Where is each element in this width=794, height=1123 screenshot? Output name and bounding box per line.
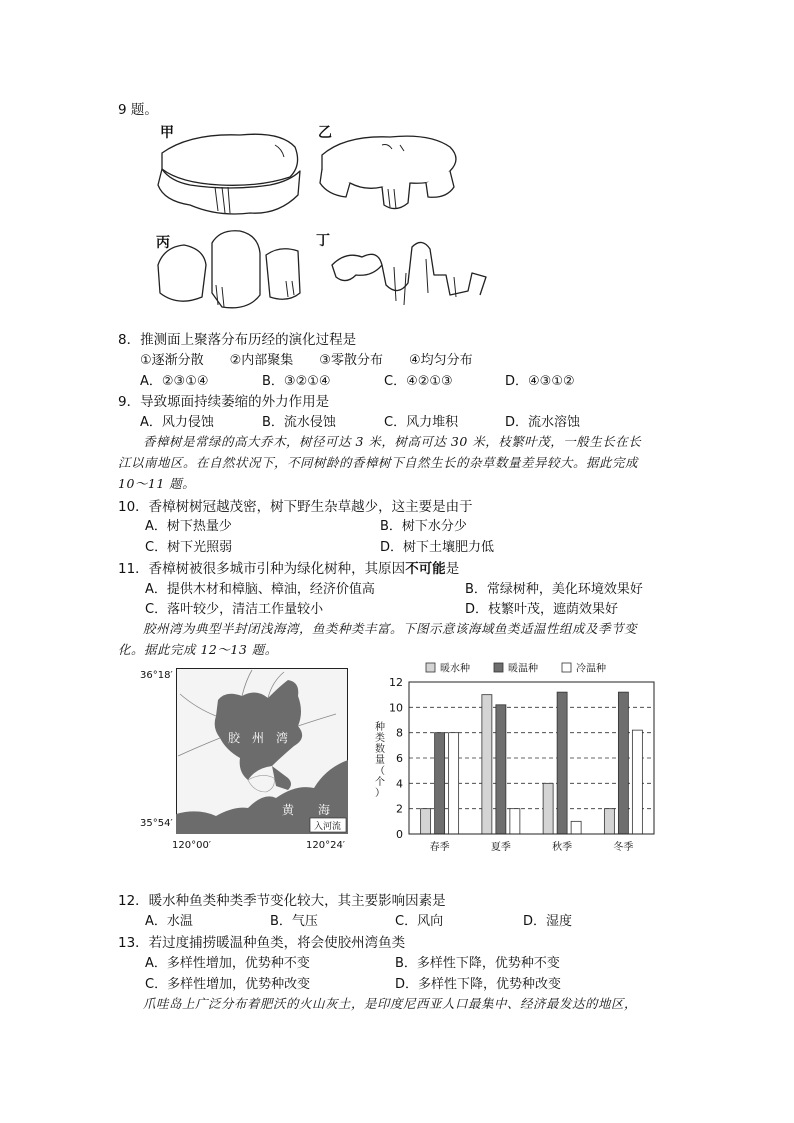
q11-option-c: C．落叶较少，清洁工作量较小	[145, 602, 324, 617]
q10-stem: 10．香樟树树冠越茂密，树下野生杂草越少，这主要是由于	[118, 499, 473, 515]
passage-jiaozhou-line1: 胶州湾为典型半封闭浅海湾，鱼类种类丰富。下图示意该海域鱼类适温性组成及季节变	[143, 621, 638, 636]
bar	[557, 692, 567, 834]
q9-option-d: D．流水溶蚀	[505, 415, 581, 430]
y-axis-title-char: 数	[375, 744, 385, 755]
sketch-label-jia: 甲	[160, 125, 174, 141]
q8-stem: 8．推测面上聚落分布历经的演化过程是	[118, 332, 357, 348]
legend-label: 暖温种	[508, 663, 538, 675]
chart-legend	[426, 662, 606, 675]
map-lon-right: 120°24′	[306, 840, 346, 851]
q11-stem	[118, 557, 459, 577]
x-tick-label: 冬季	[613, 842, 634, 853]
q12-option-a: A．水温	[145, 914, 193, 929]
q8-option-c: C．④②①③	[384, 374, 453, 389]
legend-swatch	[494, 663, 503, 672]
y-axis-title-char: 类	[375, 733, 385, 744]
q13-option-b: B．多样性下降，优势种不变	[395, 956, 560, 971]
fish-species-chart	[364, 656, 664, 856]
q9-stem: 9．导致塬面持续萎缩的外力作用是	[118, 394, 330, 410]
bar	[632, 730, 642, 834]
y-tick-label: 4	[396, 777, 403, 791]
bar	[482, 695, 492, 834]
q8-option-a: A．②③①④	[140, 374, 209, 389]
q11-stem-suffix: 是	[445, 561, 460, 577]
sketch-jia	[158, 134, 300, 214]
map-lat-top: 36°18′	[140, 670, 173, 681]
map-legend-river: 入河流	[314, 822, 342, 832]
x-tick-label: 秋季	[552, 842, 573, 853]
q8-option-b: B．③②①④	[262, 374, 331, 389]
q13-option-a: A．多样性增加，优势种不变	[145, 956, 310, 971]
q10-option-a: A．树下热量少	[145, 519, 232, 534]
chart-grid	[409, 707, 654, 808]
map-frame	[176, 668, 348, 834]
q10-option-d: D．树下土壤肥力低	[380, 540, 495, 555]
y-axis-title-char: （	[375, 766, 385, 777]
map-lon-left: 120°00′	[172, 840, 212, 851]
sketch-yi	[320, 136, 456, 209]
q12-option-b: B．气压	[270, 914, 318, 929]
q9-option-a: A．风力侵蚀	[140, 415, 214, 430]
bar	[496, 705, 506, 834]
map-bay-label: 胶 州 湾	[228, 731, 289, 745]
bar	[604, 809, 614, 834]
bar	[571, 821, 581, 834]
passage-camphor-line2: 江以南地区。在自然状况下，不同树龄的香樟树下自然生长的杂草数量差异较大。据此完成	[118, 455, 639, 470]
y-tick-label: 0	[396, 828, 403, 841]
y-tick-label: 2	[396, 802, 403, 816]
bar	[421, 809, 431, 834]
bar	[449, 733, 459, 834]
q12-option-d: D．湿度	[523, 914, 573, 929]
sketch-ding	[332, 242, 486, 305]
y-tick-label: 10	[389, 701, 403, 715]
sketch-bing	[158, 231, 300, 308]
y-axis-title-char: ）	[375, 788, 385, 799]
q11-stem-emphasis: 不可能	[405, 561, 446, 577]
q9-option-c: C．风力堆积	[384, 415, 459, 430]
chart-y-axis-title	[375, 720, 385, 799]
sketch-label-yi: 乙	[318, 125, 332, 141]
legend-swatch	[562, 663, 571, 672]
y-axis-title-char: 量	[375, 755, 385, 766]
q11-option-a: A．提供木材和樟脑、樟油，经济价值高	[145, 582, 375, 597]
bar	[435, 733, 445, 834]
question-reference: 9 题。	[118, 102, 158, 118]
bar	[618, 692, 628, 834]
bar	[510, 809, 520, 834]
y-tick-label: 12	[389, 676, 403, 689]
chart-bars	[421, 692, 643, 834]
q8-option-d: D．④③①②	[505, 374, 575, 389]
q13-stem: 13．若过度捕捞暖温种鱼类，将会使胶州湾鱼类	[118, 935, 406, 951]
q10-option-c: C．树下光照弱	[145, 540, 233, 555]
q10-option-b: B．树下水分少	[380, 519, 467, 534]
plateau-sketches	[150, 125, 500, 325]
map-sea-label: 黄 海	[282, 803, 331, 817]
map-lat-bottom: 35°54′	[140, 818, 173, 829]
passage-jiaozhou-line2: 化。据此完成 12～13 题。	[118, 642, 278, 657]
legend-label: 冷温种	[576, 663, 606, 675]
sketch-label-ding: 丁	[316, 233, 330, 249]
x-tick-label: 夏季	[490, 842, 511, 853]
y-tick-label: 6	[396, 752, 403, 765]
q8-items: ①逐渐分散 ②内部聚集 ③零散分布 ④均匀分布	[140, 353, 473, 368]
passage-camphor-line3: 10～11 题。	[118, 476, 196, 491]
bar	[543, 783, 553, 834]
sketch-label-bing: 丙	[156, 235, 170, 251]
legend-swatch	[426, 663, 435, 672]
q9-option-b: B．流水侵蚀	[262, 415, 336, 430]
q11-stem-prefix: 11．香樟树被很多城市引种为绿化树种，其原因	[118, 561, 406, 577]
y-axis-title-char: 种	[375, 722, 385, 733]
passage-camphor-line1: 香樟树是常绿的高大乔木，树径可达 3 米，树高可达 30 米，枝繁叶茂，一般生长在长	[143, 434, 642, 449]
q11-option-d: D．枝繁叶茂，遮荫效果好	[465, 602, 619, 617]
q12-option-c: C．风向	[395, 914, 444, 929]
passage-java-line1: 爪哇岛上广泛分布着肥沃的火山灰土，是印度尼西亚人口最集中、经济最发达的地区，	[143, 996, 638, 1011]
y-tick-label: 8	[396, 726, 403, 740]
q11-option-b: B．常绿树种，美化环境效果好	[465, 582, 643, 597]
q12-stem: 12．暖水种鱼类种类季节变化较大，其主要影响因素是	[118, 893, 446, 909]
legend-label: 暖水种	[440, 663, 470, 675]
q13-option-d: D．多样性下降，优势种改变	[395, 977, 562, 992]
x-tick-label: 春季	[429, 842, 450, 853]
y-axis-title-char: 个	[375, 777, 385, 788]
q13-option-c: C．多样性增加，优势种改变	[145, 977, 311, 992]
